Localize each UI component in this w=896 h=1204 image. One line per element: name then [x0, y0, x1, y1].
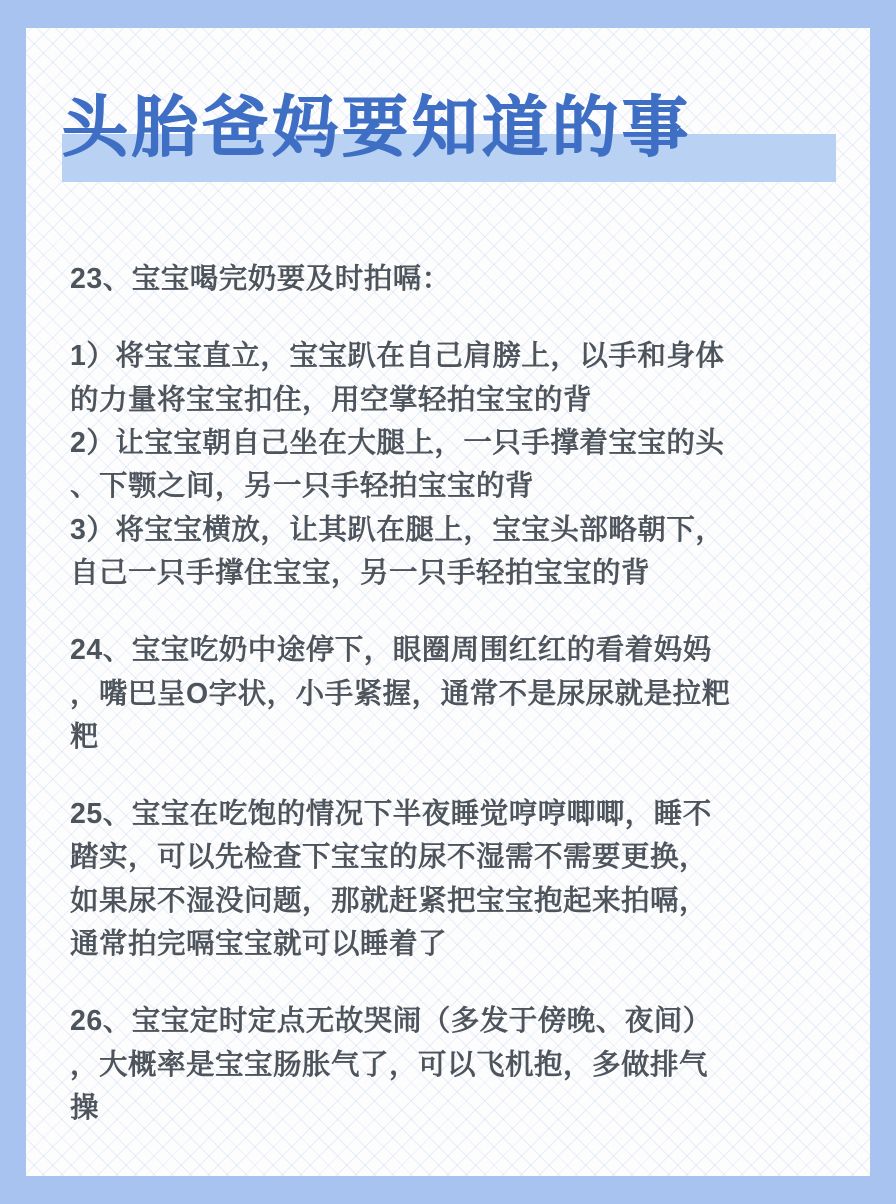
poster-title-block: [56, 80, 840, 196]
text-line: 1）将宝宝直立，宝宝趴在自己肩膀上，以手和身体: [70, 340, 725, 373]
section-body-26: [70, 1000, 830, 1130]
text-line: 的力量将宝宝扣住，用空掌轻拍宝宝的背: [70, 383, 593, 416]
text-line: 通常拍完嗝宝宝就可以睡着了: [70, 928, 448, 961]
text-line: ，大概率是宝宝肠胀气了，可以飞机抱，多做排气: [70, 1048, 709, 1081]
poster-card: [26, 28, 870, 1176]
text-line: ，嘴巴呈O字状，小手紧握，通常不是尿尿就是拉粑: [70, 677, 731, 710]
text-line: 24、宝宝吃奶中途停下，眼圈周围红红的看着妈妈: [70, 634, 712, 667]
section-body-23: [70, 335, 830, 595]
text-line: 如果尿不湿没问题，那就赶紧把宝宝抱起来拍嗝，: [70, 884, 709, 917]
section-body-25: [70, 793, 830, 966]
text-line: 自己一只手撑住宝宝，另一只手轻拍宝宝的背: [70, 556, 651, 589]
text-line: 26、宝宝定时定点无故哭闹（多发于傍晚、夜间）: [70, 1005, 712, 1038]
text-line: 3）将宝宝横放，让其趴在腿上，宝宝头部略朝下，: [70, 513, 725, 546]
section-heading-23: [70, 258, 830, 301]
poster-body: [56, 258, 840, 1130]
text-line: 操: [70, 1092, 100, 1124]
text-line: 粑: [70, 720, 100, 753]
text-line: 23、宝宝喝完奶要及时拍嗝：: [70, 263, 451, 295]
text-line: 踏实，可以先检查下宝宝的尿不湿需不需要更换，: [70, 841, 709, 874]
section-body-24: [70, 629, 830, 759]
text-line: 2）让宝宝朝自己坐在大腿上，一只手撑着宝宝的头: [70, 426, 725, 459]
text-line: 25、宝宝在吃饱的情况下半夜睡觉哼哼唧唧，睡不: [70, 798, 712, 831]
text-line: 、下颚之间，另一只手轻拍宝宝的背: [70, 470, 535, 503]
page-title: 头胎爸妈要知道的事: [62, 90, 692, 164]
